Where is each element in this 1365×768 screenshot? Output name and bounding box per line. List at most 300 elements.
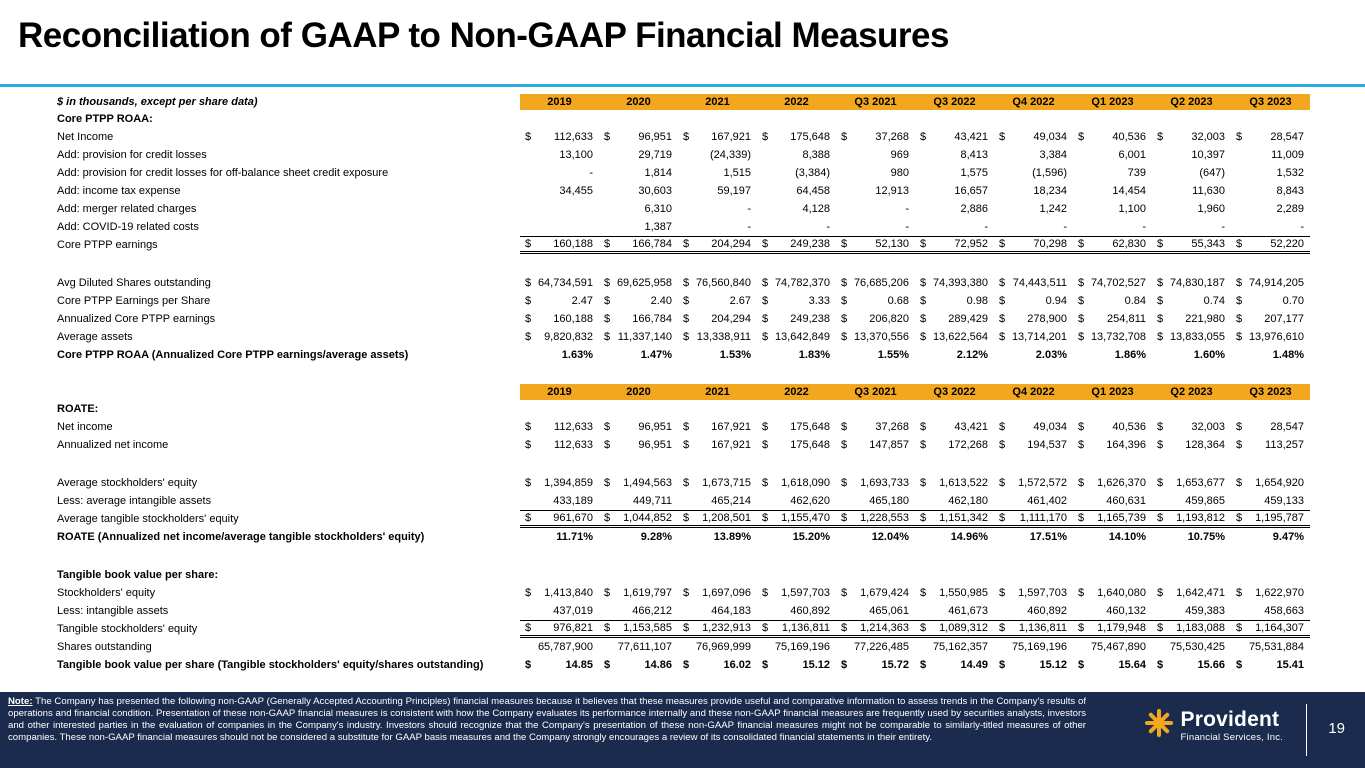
column-header: Q4 2022 [994, 94, 1073, 110]
cell-value: 74,393,380 [932, 277, 988, 289]
table-cell [520, 510, 599, 528]
table-cell: 1,387 [644, 221, 672, 233]
table-cell: 1,814 [644, 167, 672, 179]
table-cell [915, 418, 994, 436]
table-cell [1231, 418, 1310, 436]
row-label: Add: COVID-19 related costs [57, 221, 199, 233]
table-cell [994, 436, 1073, 454]
dollar-sign: $ [1157, 622, 1164, 634]
table-cell [1152, 310, 1231, 328]
table-cell [836, 274, 915, 292]
dollar-sign: $ [920, 622, 927, 634]
dollar-sign: $ [1078, 277, 1085, 289]
spacer-row [55, 364, 1310, 384]
table-cell [1231, 620, 1310, 638]
table-cell [520, 310, 599, 328]
table-cell [915, 236, 994, 254]
dollar-sign: $ [683, 622, 690, 634]
dollar-sign: $ [762, 622, 769, 634]
table-cell: 1,100 [1118, 203, 1146, 215]
table-cell: 1.47% [640, 349, 672, 361]
column-header: 2022 [757, 384, 836, 400]
cell-value: 164,396 [1106, 439, 1146, 451]
table-cell [599, 436, 678, 454]
cell-value: 1,214,363 [860, 622, 909, 634]
table-cell [678, 328, 757, 346]
cell-value: 15.72 [881, 659, 909, 671]
footnote-label: Note: [8, 696, 33, 707]
table-cell [599, 620, 678, 638]
table-cell: 2,886 [960, 203, 988, 215]
table-cell [1152, 474, 1231, 492]
row-label: Less: intangible assets [57, 605, 169, 617]
dollar-sign: $ [920, 295, 927, 307]
dollar-sign: $ [1157, 512, 1164, 524]
table-cell [1231, 292, 1310, 310]
table-cell [994, 620, 1073, 638]
table-cell: 739 [1127, 167, 1146, 179]
table-cell [1231, 584, 1310, 602]
table-cell: 64,458 [796, 185, 830, 197]
cell-value: 55,343 [1191, 238, 1225, 250]
table-cell [757, 584, 836, 602]
table-cell: (1,596) [1032, 167, 1067, 179]
cell-value: 1,164,307 [1255, 622, 1304, 634]
dollar-sign: $ [920, 331, 927, 343]
dollar-sign: $ [525, 277, 532, 289]
table-cell [1073, 292, 1152, 310]
table-cell [994, 310, 1073, 328]
cell-value: 249,238 [790, 313, 830, 325]
cell-value: 1,136,811 [781, 622, 830, 634]
row-label: Add: provision for credit losses for off-balance sheet credit exposure [57, 167, 389, 179]
table-cell: - [1221, 221, 1225, 233]
cell-value: 1,394,859 [544, 477, 593, 489]
cell-value: 74,914,205 [1248, 277, 1304, 289]
dollar-sign: $ [1236, 131, 1243, 143]
table-cell [520, 436, 599, 454]
row-label: Core PTPP Earnings per Share [57, 295, 211, 307]
reconciliation-table [55, 94, 1310, 674]
dollar-sign: $ [1157, 477, 1164, 489]
column-header: Q3 2022 [915, 384, 994, 400]
cell-value: 13,370,556 [853, 331, 909, 343]
cell-value: 13,732,708 [1090, 331, 1146, 343]
dollar-sign: $ [999, 659, 1006, 671]
table-cell: 459,383 [1185, 605, 1225, 617]
table-cell: - [1300, 221, 1304, 233]
cell-value: 1,155,470 [781, 512, 830, 524]
dollar-sign: $ [1236, 512, 1243, 524]
dollar-sign: $ [604, 131, 611, 143]
row-label: Annualized net income [57, 439, 169, 451]
table-cell [678, 584, 757, 602]
dollar-sign: $ [1157, 131, 1164, 143]
table-cell: 18,234 [1033, 185, 1067, 197]
table-cell [836, 400, 915, 418]
dollar-sign: $ [604, 477, 611, 489]
table-cell [520, 110, 599, 128]
table-cell [678, 474, 757, 492]
cell-value: 76,560,840 [695, 277, 751, 289]
cell-value: 128,364 [1185, 439, 1225, 451]
table-cell: 59,197 [717, 185, 751, 197]
cell-value: 112,633 [554, 421, 593, 433]
table-cell [915, 110, 994, 128]
cell-value: 1,089,312 [939, 622, 988, 634]
row-label: Average tangible stockholders' equity [57, 513, 239, 525]
cell-value: 28,547 [1270, 131, 1304, 143]
cell-value: 1,597,703 [1018, 587, 1067, 599]
table-cell [520, 274, 599, 292]
cell-value: 1,619,797 [623, 587, 672, 599]
table-cell [1152, 584, 1231, 602]
row-label: Shares outstanding [57, 641, 152, 653]
cell-value: 13,714,201 [1011, 331, 1067, 343]
table-cell: 30,603 [638, 185, 672, 197]
cell-value: 166,784 [632, 313, 672, 325]
table-cell [678, 310, 757, 328]
table-cell [678, 510, 757, 528]
row-label: Tangible stockholders' equity [57, 623, 198, 635]
table-cell: 1.53% [719, 349, 751, 361]
cell-value: 15.12 [1039, 659, 1067, 671]
table-cell [599, 656, 678, 674]
cell-value: 13,642,849 [774, 331, 830, 343]
footnote [8, 696, 1086, 744]
table-cell: - [905, 203, 909, 215]
table-cell: 458,663 [1264, 605, 1304, 617]
cell-value: 1,494,563 [623, 477, 672, 489]
table-cell: 461,673 [948, 605, 988, 617]
table-cell: 9.28% [640, 531, 672, 543]
table-cell: 1.60% [1193, 349, 1225, 361]
cell-value: 1,179,948 [1097, 622, 1146, 634]
dollar-sign: $ [604, 659, 611, 671]
table-cell [915, 436, 994, 454]
table-cell [678, 128, 757, 146]
table-cell [994, 566, 1073, 584]
table-cell: 14.96% [950, 531, 988, 543]
table-cell [678, 110, 757, 128]
dollar-sign: $ [841, 295, 848, 307]
dollar-sign: $ [1078, 331, 1085, 343]
spacer-row [55, 546, 1310, 566]
dollar-sign: $ [525, 131, 532, 143]
dollar-sign: $ [1078, 587, 1085, 599]
dollar-sign: $ [683, 477, 690, 489]
table-cell [1231, 310, 1310, 328]
cell-value: 14.86 [644, 659, 672, 671]
table-cell [915, 310, 994, 328]
table-cell [757, 128, 836, 146]
dollar-sign: $ [762, 659, 769, 671]
dollar-sign: $ [1236, 659, 1243, 671]
table-cell [1152, 110, 1231, 128]
table-cell: 14,454 [1112, 185, 1146, 197]
dollar-sign: $ [1157, 439, 1164, 451]
cell-value: 15.41 [1276, 659, 1304, 671]
table-cell: 75,467,890 [1090, 641, 1146, 653]
table-cell: - [589, 167, 593, 179]
dollar-sign: $ [841, 313, 848, 325]
dollar-sign: $ [604, 238, 611, 250]
table-cell: 75,169,196 [1011, 641, 1067, 653]
cell-value: 52,220 [1270, 238, 1304, 250]
table-cell [1152, 418, 1231, 436]
cell-value: 961,670 [553, 512, 593, 524]
dollar-sign: $ [999, 331, 1006, 343]
table-cell [1073, 110, 1152, 128]
dollar-sign: $ [1078, 512, 1085, 524]
table-cell [1152, 620, 1231, 638]
table-cell: 2.03% [1035, 349, 1067, 361]
logo-text [1181, 709, 1283, 743]
table-cell [1231, 274, 1310, 292]
table-cell [836, 656, 915, 674]
table-cell [836, 310, 915, 328]
page-number: 19 [1328, 720, 1345, 737]
cell-value: 2.47 [571, 295, 593, 307]
cell-value: 207,177 [1264, 313, 1304, 325]
dollar-sign: $ [1236, 331, 1243, 343]
table-cell: 969 [890, 149, 909, 161]
table-cell: 11.71% [556, 531, 593, 543]
table-cell [520, 566, 599, 584]
dollar-sign: $ [1236, 313, 1243, 325]
table-cell: 460,892 [790, 605, 830, 617]
cell-value: 96,951 [638, 421, 672, 433]
cell-value: 1,572,572 [1018, 477, 1067, 489]
table-cell: 12.04% [871, 531, 909, 543]
cell-value: 175,648 [790, 439, 830, 451]
column-header: 2019 [520, 384, 599, 400]
dollar-sign: $ [762, 587, 769, 599]
footnote-text: The Company has presented the following non-GAAP (Generally Accepted Accounting Principles) financial measures because it believes that these measures provide useful and comparative information to assess trends in the Company's results of operations and financial condition. Presentation of these non-GAAP financial measures is consistent with how the Company evaluates its performance internally and these non-GAAP financial measures are frequently used by securities analysts, investors and other interested parties in the evaluation of companies in the Company's industry. Investors should recognize that the Company's presentation of these non-GAAP financial measures might not be comparable to similarly-titled measures of other companies. These non-GAAP financial measures should not be considered a substitute for GAAP basis measures and the Company strongly encourages a review of its consolidated financial statements in their entirety. [8, 696, 1086, 743]
table-cell [915, 620, 994, 638]
dollar-sign: $ [841, 512, 848, 524]
table-cell [915, 474, 994, 492]
cell-value: 64,734,591 [537, 277, 593, 289]
row-label: Tangible book value per share (Tangible stockholders' equity/shares outstanding) [57, 659, 484, 671]
column-header: Q1 2023 [1073, 384, 1152, 400]
table-cell: 1.86% [1114, 349, 1146, 361]
table-cell [599, 566, 678, 584]
cell-value: 14.49 [960, 659, 988, 671]
table-cell: 76,969,999 [695, 641, 751, 653]
cell-value: 28,547 [1270, 421, 1304, 433]
table-cell: - [1142, 221, 1146, 233]
dollar-sign: $ [920, 277, 927, 289]
dollar-sign: $ [999, 238, 1006, 250]
table-cell [1073, 436, 1152, 454]
dollar-sign: $ [762, 512, 769, 524]
row-label: Average assets [57, 331, 133, 343]
dollar-sign: $ [1236, 421, 1243, 433]
logo-company-subtitle: Financial Services, Inc. [1180, 731, 1283, 743]
table-cell [836, 292, 915, 310]
table-cell [520, 418, 599, 436]
column-header: Q1 2023 [1073, 94, 1152, 110]
table-cell [915, 584, 994, 602]
dollar-sign: $ [762, 313, 769, 325]
table-cell [915, 328, 994, 346]
table-cell: (24,339) [710, 149, 751, 161]
cell-value: 2.67 [729, 295, 751, 307]
dollar-sign: $ [1078, 477, 1085, 489]
dollar-sign: $ [999, 587, 1006, 599]
table-cell [1073, 418, 1152, 436]
table-cell: 1.48% [1272, 349, 1304, 361]
table-cell [994, 328, 1073, 346]
table-cell [520, 200, 599, 218]
column-header: Q3 2021 [836, 384, 915, 400]
dollar-sign: $ [999, 277, 1006, 289]
dollar-sign: $ [604, 331, 611, 343]
cell-value: 206,820 [869, 313, 909, 325]
dollar-sign: $ [1157, 331, 1164, 343]
table-cell: - [826, 221, 830, 233]
table-cell [520, 292, 599, 310]
table-cell [836, 474, 915, 492]
cell-value: 13,976,610 [1248, 331, 1304, 343]
column-header: 2021 [678, 384, 757, 400]
cell-value: 1,640,080 [1097, 587, 1146, 599]
cell-value: 13,338,911 [696, 331, 751, 343]
table-cell: 6,310 [644, 203, 672, 215]
table-cell [678, 292, 757, 310]
dollar-sign: $ [1157, 587, 1164, 599]
table-cell [757, 510, 836, 528]
dollar-sign: $ [1236, 238, 1243, 250]
cell-value: 1,626,370 [1097, 477, 1146, 489]
cell-value: 76,685,206 [853, 277, 909, 289]
table-cell [599, 110, 678, 128]
dollar-sign: $ [841, 622, 848, 634]
dollar-sign: $ [683, 439, 690, 451]
cell-value: 0.70 [1282, 295, 1304, 307]
cell-value: 2.40 [650, 295, 672, 307]
table-cell: 16,657 [954, 185, 988, 197]
cell-value: 49,034 [1033, 421, 1067, 433]
cell-value: 1,193,812 [1176, 512, 1225, 524]
table-cell [599, 418, 678, 436]
table-cell: 10,397 [1191, 149, 1225, 161]
cell-value: 72,952 [954, 238, 988, 250]
table-cell: 465,180 [869, 495, 909, 507]
dollar-sign: $ [999, 131, 1006, 143]
table-cell [1231, 474, 1310, 492]
dollar-sign: $ [841, 277, 848, 289]
table-caption [55, 384, 520, 400]
table-cell [1231, 328, 1310, 346]
cell-value: 1,183,088 [1176, 622, 1225, 634]
cell-value: 40,536 [1112, 421, 1146, 433]
starburst-icon [1144, 708, 1174, 743]
table-cell [520, 620, 599, 638]
row-label: Stockholders' equity [57, 587, 156, 599]
dollar-sign: $ [525, 659, 532, 671]
cell-value: 15.66 [1197, 659, 1225, 671]
cell-value: 62,830 [1112, 238, 1146, 250]
dollar-sign: $ [683, 659, 690, 671]
cell-value: 9,820,832 [544, 331, 593, 343]
table-cell [1073, 510, 1152, 528]
dollar-sign: $ [999, 295, 1006, 307]
row-label: Less: average intangible assets [57, 495, 212, 507]
cell-value: 74,830,187 [1169, 277, 1225, 289]
dollar-sign: $ [762, 238, 769, 250]
row-label: Core PTPP earnings [57, 239, 158, 251]
cell-value: 37,268 [875, 131, 909, 143]
table-cell: 460,631 [1106, 495, 1146, 507]
cell-value: 40,536 [1112, 131, 1146, 143]
table-cell: - [747, 221, 751, 233]
table-cell: 1.55% [877, 349, 909, 361]
dollar-sign: $ [525, 477, 532, 489]
table-cell [915, 656, 994, 674]
dollar-sign: $ [683, 331, 690, 343]
dollar-sign: $ [999, 622, 1006, 634]
cell-value: 278,900 [1027, 313, 1067, 325]
column-header: Q4 2022 [994, 384, 1073, 400]
dollar-sign: $ [999, 512, 1006, 524]
table-cell [915, 274, 994, 292]
cell-value: 43,421 [954, 131, 988, 143]
table-cell: 75,530,425 [1169, 641, 1225, 653]
column-header: Q3 2021 [836, 94, 915, 110]
table-cell: 462,620 [790, 495, 830, 507]
cell-value: 147,857 [869, 439, 909, 451]
column-header: Q2 2023 [1152, 94, 1231, 110]
cell-value: 3.33 [808, 295, 830, 307]
cell-value: 1,153,585 [623, 622, 672, 634]
table-cell [994, 418, 1073, 436]
table-cell [994, 110, 1073, 128]
table-cell [1073, 474, 1152, 492]
cell-value: 0.94 [1045, 295, 1067, 307]
column-header: 2021 [678, 94, 757, 110]
dollar-sign: $ [683, 587, 690, 599]
table-cell [994, 236, 1073, 254]
dollar-sign: $ [762, 331, 769, 343]
table-cell [836, 110, 915, 128]
table-cell [1073, 620, 1152, 638]
dollar-sign: $ [762, 421, 769, 433]
dollar-sign: $ [920, 131, 927, 143]
cell-value: 74,782,370 [774, 277, 830, 289]
cell-value: 1,044,852 [623, 512, 672, 524]
cell-value: 0.98 [966, 295, 988, 307]
dollar-sign: $ [920, 587, 927, 599]
cell-value: 113,257 [1265, 439, 1304, 451]
dollar-sign: $ [683, 421, 690, 433]
dollar-sign: $ [841, 587, 848, 599]
table-cell [757, 328, 836, 346]
table-cell: 77,611,107 [617, 641, 672, 653]
table-cell [520, 584, 599, 602]
table-cell [836, 566, 915, 584]
table-cell: 1,575 [960, 167, 988, 179]
table-cell: - [984, 221, 988, 233]
dollar-sign: $ [762, 277, 769, 289]
dollar-sign: $ [604, 421, 611, 433]
table-cell [1152, 436, 1231, 454]
table-cell: (3,384) [795, 167, 830, 179]
table-cell [994, 584, 1073, 602]
dollar-sign: $ [999, 421, 1006, 433]
cell-value: 1,697,096 [702, 587, 751, 599]
